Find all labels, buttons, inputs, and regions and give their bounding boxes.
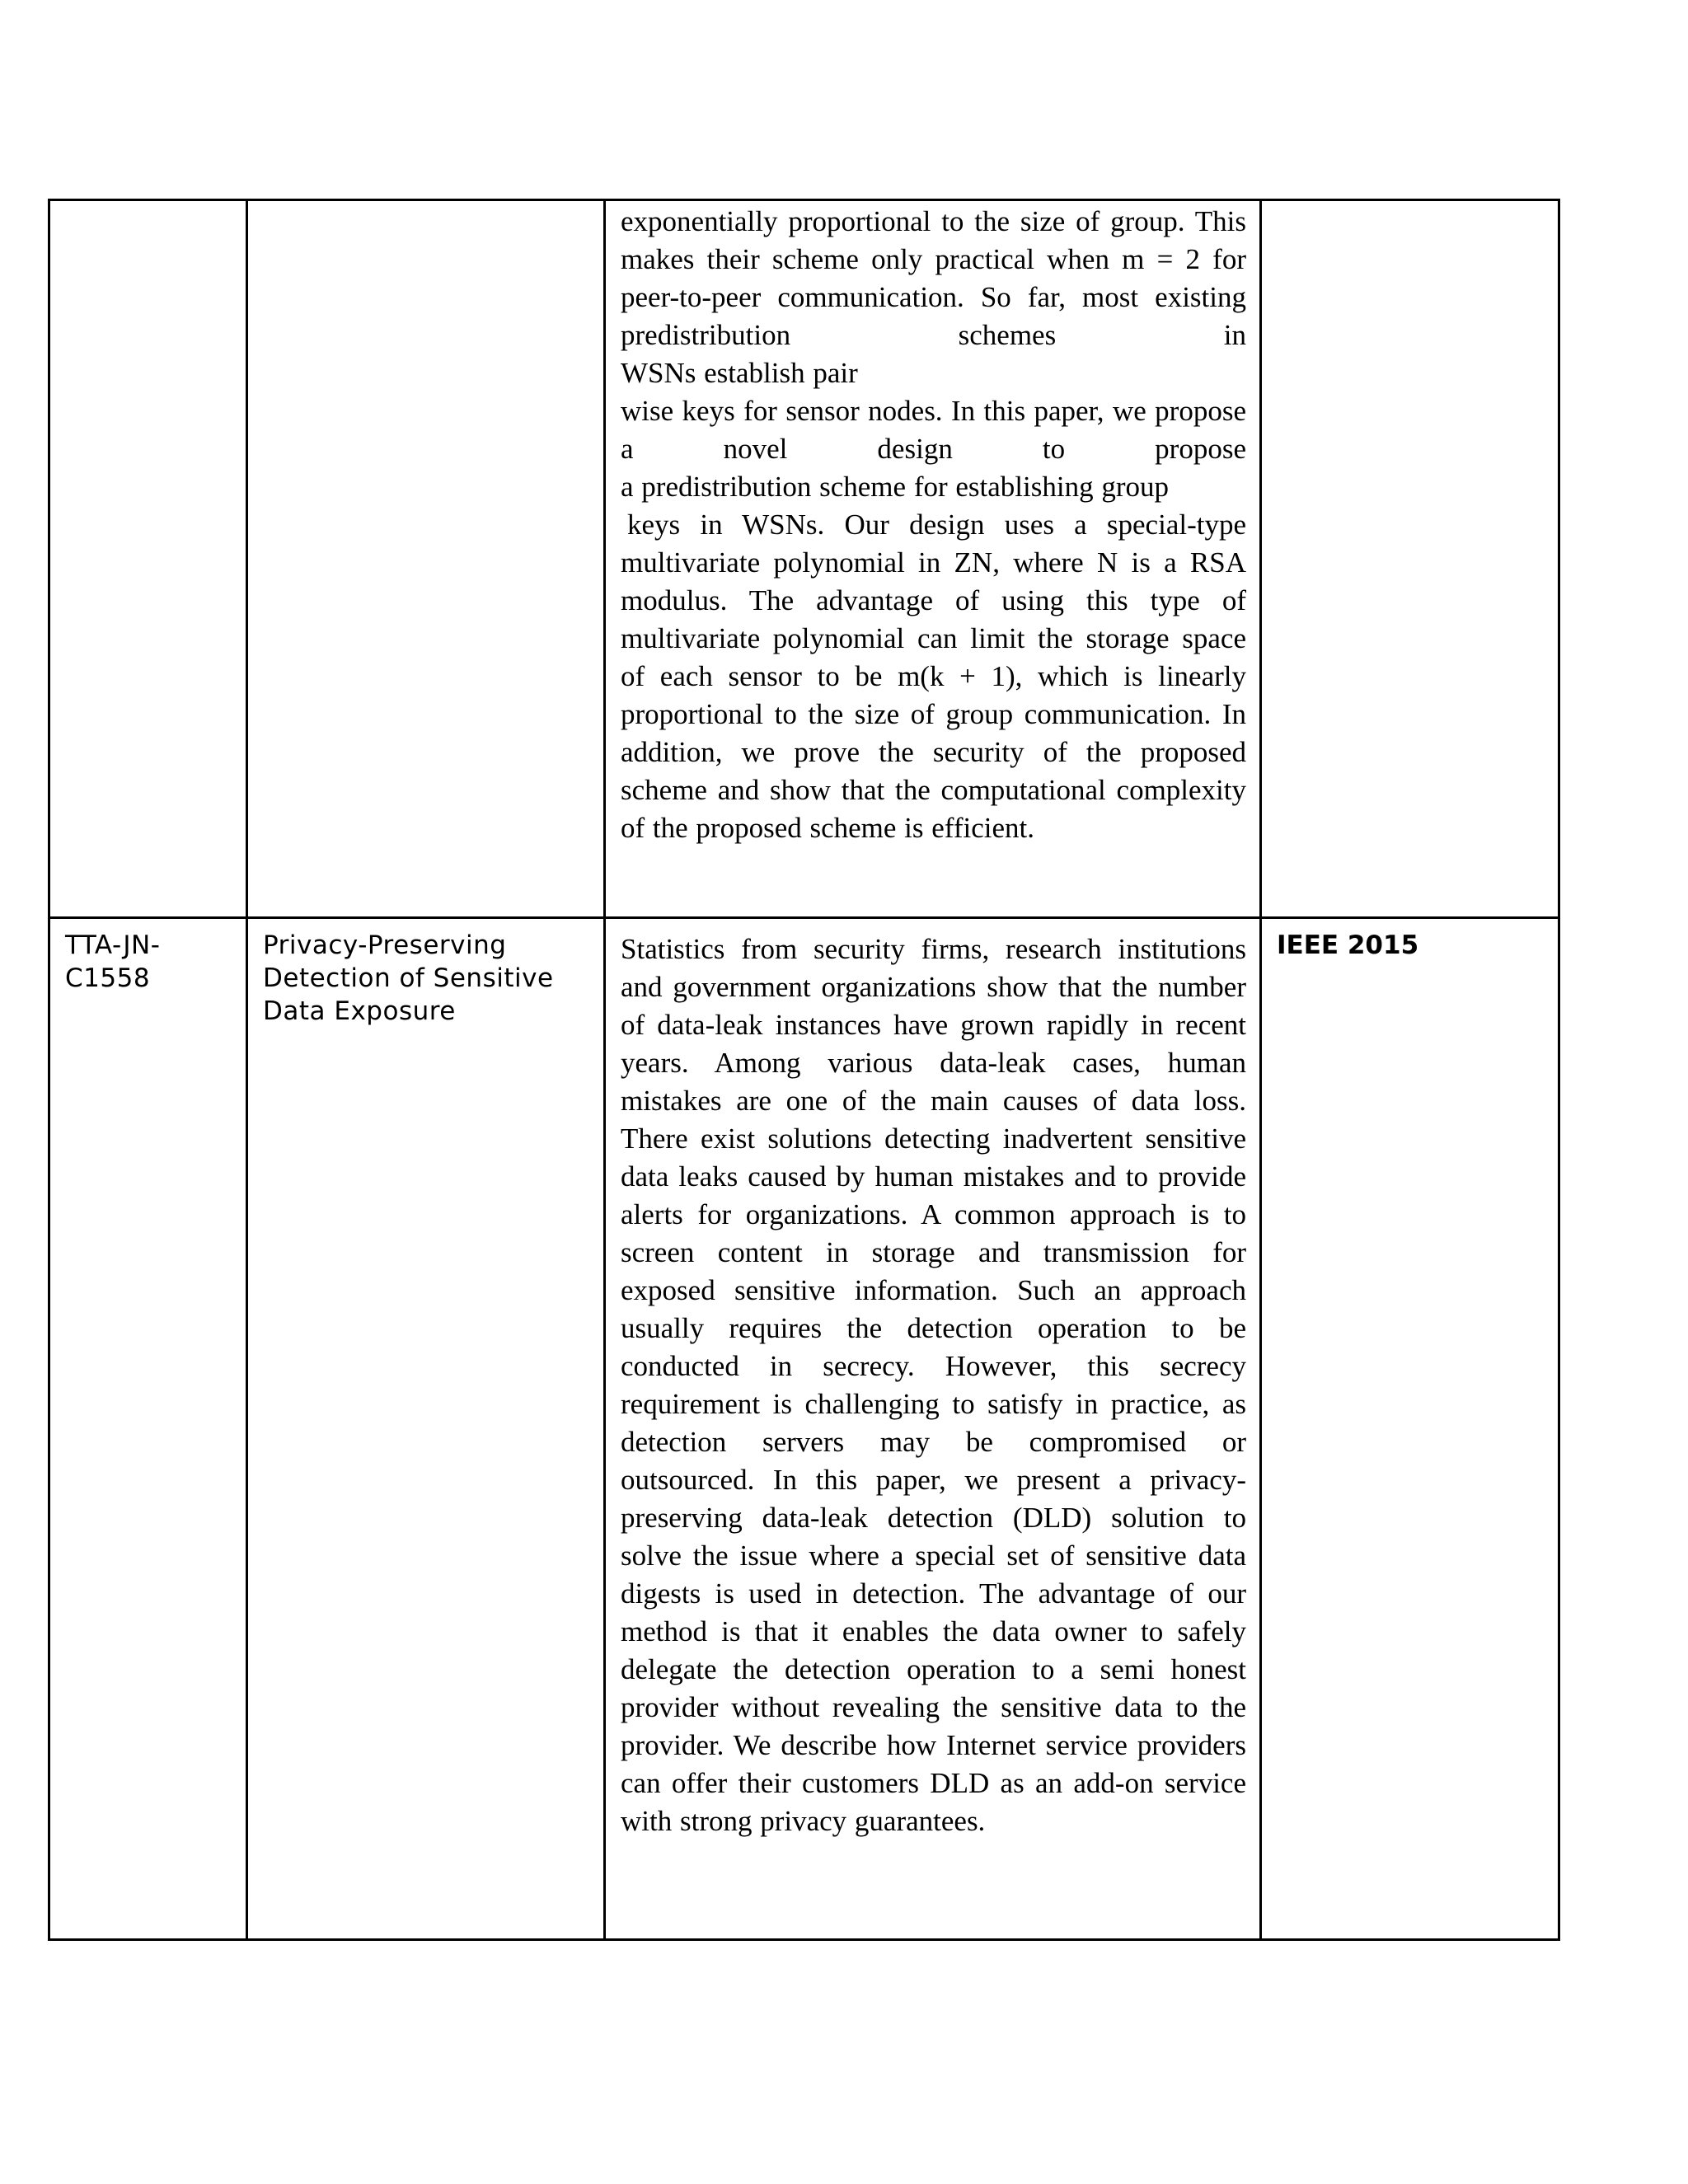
project-title [248, 201, 603, 211]
abstract-segment: exponentially proportional to the size of group. This makes their scheme only practical when m = 2 for peer-to-peer communication. So far, most existing predistribution schemes in [621, 205, 1246, 351]
abstract-segment: WSNs establish pair [621, 357, 858, 389]
abstract-text: Statistics from security firms, research institutions and government organizations show that the number of data-leak instances have grown rapidly in recent years. Among various data-leak cases, human mistakes are one of the main causes of data loss. There exist solutions detecting inadvertent sensitive data leaks caused by human mistakes and to provide alerts for organizations. A common approach is to screen content in storage and transmission for exposed sensitive information. Such an approach usually requires the detection operation to be conducted in secrecy. However, this secrecy requirement is challenging to satisfy in practice, as detection servers may be compromised or outsourced. In this paper, we present a privacy-preserving data-leak detection (DLD) solution to solve the issue where a special set of sensitive data digests is used in detection. The advantage of our method is that it enables the data owner to safely delegate the detection operation to a semi honest provider without revealing the sensitive data to the provider. We describe how Internet service providers can offer their customers DLD as an add-on service with strong privacy guarantees. [621, 933, 1246, 1837]
project-title: Privacy-Preserving Detection of Sensitive Data Exposure [263, 930, 554, 1026]
abstract-cell [605, 918, 1261, 1940]
abstract-cell [605, 200, 1261, 918]
publication-year: IEEE 2015 [1277, 930, 1419, 960]
projects-table [48, 199, 1560, 1941]
table-row [49, 200, 1559, 918]
project-id: TTA-JN-C1558 [65, 930, 161, 993]
abstract-segment: wise keys for sensor nodes. In this paper, we propose a novel design to propose [621, 395, 1246, 465]
project-id-cell [49, 200, 247, 918]
project-id [50, 201, 246, 211]
abstract-segment: a predistribution scheme for establishing group [621, 471, 1169, 503]
project-title-cell [247, 918, 605, 1940]
project-id-cell [49, 918, 247, 1940]
publication-year [1262, 201, 1558, 211]
abstract-text [606, 201, 1259, 880]
table-row [49, 918, 1559, 1940]
abstract-segment: keys in WSNs. Our design uses a special-type multivariate polynomial in ZN, where N is a RSA modulus. The advantage of using this type of multivariate polynomial can limit the storage space of each sensor to be m(k + 1), which is linearly proportional to the size of group communication. In addition, we prove the security of the proposed scheme and show that the computational complexity of the proposed scheme is efficient. [621, 509, 1246, 844]
year-cell [1261, 918, 1559, 1940]
project-title-cell [247, 200, 605, 918]
year-cell [1261, 200, 1559, 918]
